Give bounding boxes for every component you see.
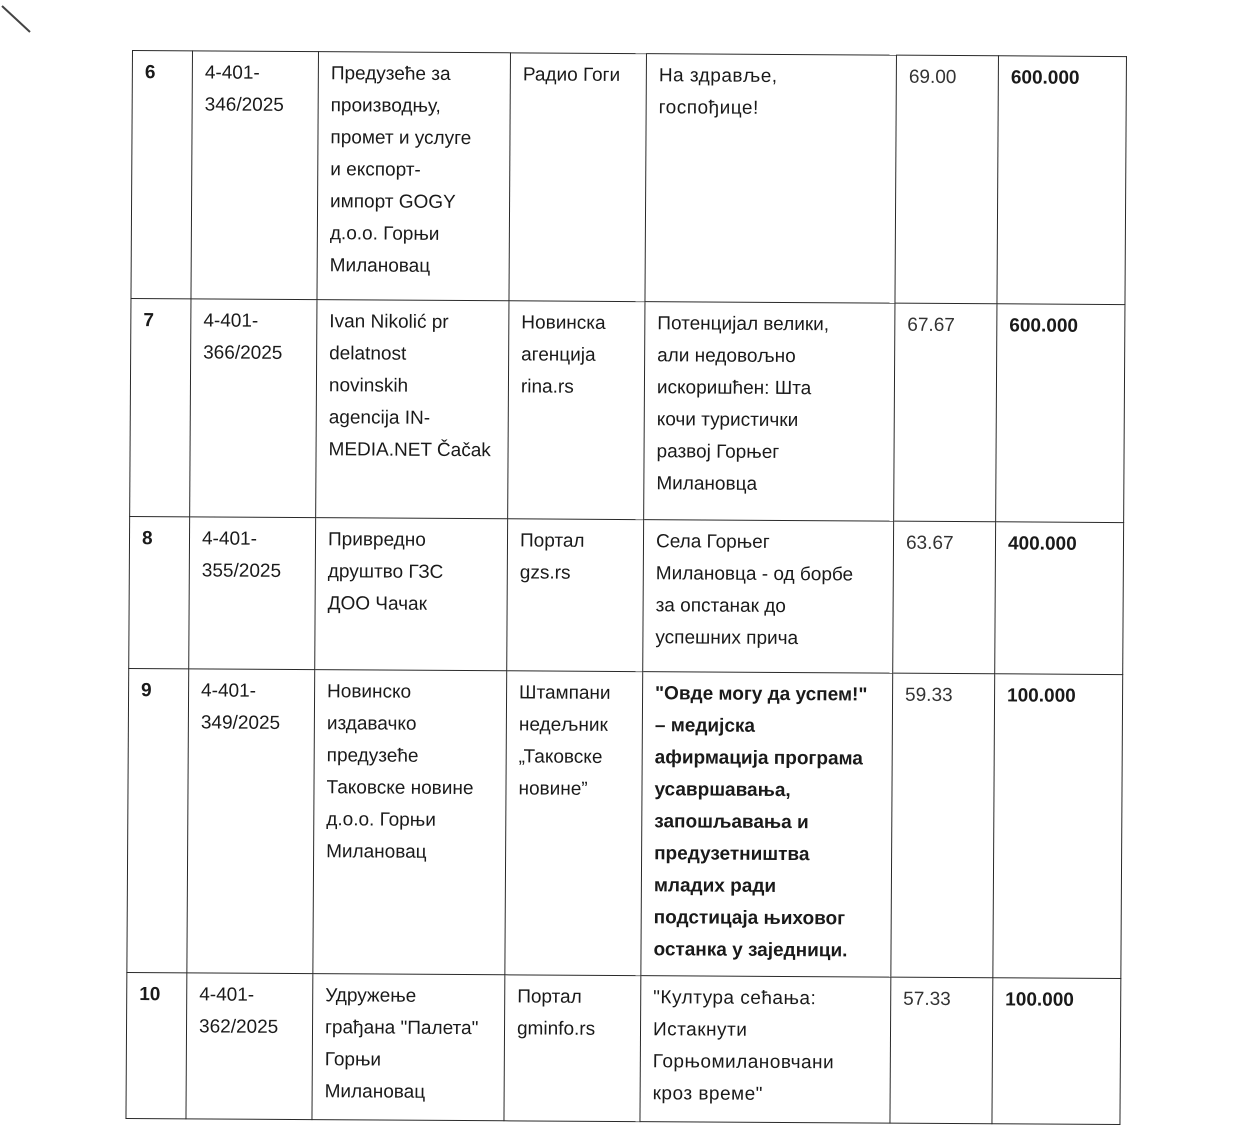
row-number: 7	[130, 298, 191, 516]
project-title: Потенцијал велики, али недовољно искоришћен: Шта кочи туристички развој Горњег Милановца	[644, 302, 895, 522]
amount-value: 600.000	[997, 56, 1127, 305]
table-row	[126, 972, 1121, 1124]
table-row	[129, 516, 1124, 674]
score-value: 67.67	[894, 303, 997, 522]
media-outlet: Радио Гоги	[509, 53, 647, 302]
registration-number: 4-401- 366/2025	[190, 299, 317, 518]
table-row	[130, 298, 1125, 522]
table-row	[127, 668, 1123, 978]
amount-value: 400.000	[995, 522, 1124, 675]
media-outlet: Новинска агенција rina.rs	[508, 301, 645, 520]
applicant-name: Новинско издавачко предузеће Таковске новине д.о.о. Горњи Милановац	[313, 670, 507, 975]
applicant-name: Удружење грађана "Палета" Горњи Милановац	[312, 974, 505, 1121]
table-row	[131, 51, 1126, 305]
amount-value: 100.000	[992, 978, 1121, 1125]
project-title: "Овде могу да успем!" – медијска афирмација програма усавршавања, запошљавања и предузетништва младих ради подстицаја њиховог останка у заједници.	[641, 672, 893, 978]
row-number: 8	[129, 516, 190, 668]
results-document	[125, 50, 1126, 1125]
pen-stroke-mark	[0, 0, 40, 40]
amount-value: 100.000	[993, 674, 1123, 979]
registration-number: 4-401- 349/2025	[187, 669, 315, 974]
project-title: Села Горњег Милановца - од борбе за опстанак до успешних прича	[643, 520, 894, 674]
score-value: 59.33	[891, 673, 995, 978]
applicant-name: Предузеће за производњу, промет и услуге и експорт- импорт GOGY д.о.о. Горњи Милановац	[317, 52, 511, 301]
registration-number: 4-401- 346/2025	[191, 51, 319, 300]
score-value: 69.00	[895, 55, 999, 304]
media-outlet: Портал gminfo.rs	[504, 975, 641, 1122]
project-title: На здравље, госпођице!	[645, 54, 897, 304]
media-outlet: Штампани недељник „Таковске новине”	[505, 671, 643, 976]
applicant-name: Ivan Nikolić pr delatnost novinskih agencija IN- MEDIA.NET Čačak	[316, 300, 509, 519]
media-outlet: Портал gzs.rs	[507, 519, 644, 672]
row-number: 10	[126, 972, 187, 1118]
score-value: 63.67	[893, 521, 996, 674]
amount-value: 600.000	[996, 304, 1125, 523]
registration-number: 4-401- 355/2025	[189, 517, 316, 670]
applicant-name: Привредно друштво ГЗС ДОО Чачак	[315, 518, 508, 671]
score-value: 57.33	[890, 977, 993, 1124]
row-number: 6	[131, 51, 193, 299]
row-number: 9	[127, 668, 189, 972]
results-table	[125, 50, 1127, 1125]
registration-number: 4-401- 362/2025	[186, 973, 313, 1120]
project-title: "Култура сећања: Истакнути Горњомилановчани кроз време"	[640, 976, 891, 1124]
